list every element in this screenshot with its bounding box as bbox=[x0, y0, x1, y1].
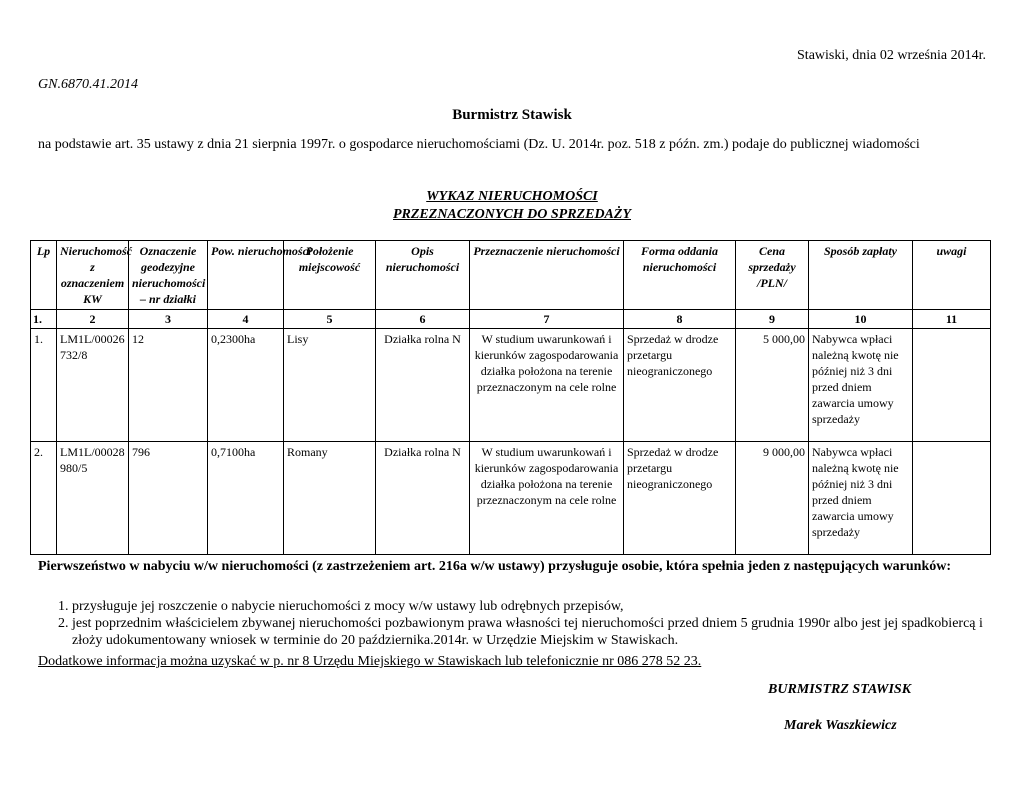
cell-polozenie: Lisy bbox=[284, 329, 376, 442]
header-lp: Lp bbox=[31, 241, 57, 310]
header-zaplata: Sposób zapłaty bbox=[809, 241, 913, 310]
document-date: Stawiski, dnia 02 września 2014r. bbox=[797, 48, 986, 63]
cell-opis: Działka rolna N bbox=[376, 442, 470, 555]
table-header-row bbox=[31, 241, 991, 310]
column-number: 4 bbox=[208, 310, 284, 329]
property-table bbox=[30, 240, 991, 555]
cell-dzialka: 12 bbox=[129, 329, 208, 442]
cell-dzialka: 796 bbox=[129, 442, 208, 555]
intro-paragraph: na podstawie art. 35 ustawy z dnia 21 sierpnia 1997r. o gospodarce nieruchomościami (Dz. U. 2014r. poz. 518 z późn. zm.) podaje do publicznej wiadomości bbox=[38, 137, 920, 152]
document-reference: GN.6870.41.2014 bbox=[38, 77, 138, 92]
cell-pow: 0,7100ha bbox=[208, 442, 284, 555]
column-number-row bbox=[31, 310, 991, 329]
list-item: 2. jest poprzednim właścicielem zbywanej nieruchomości pozbawionym prawa własności tej nieruchomości przed dniem 5 grudnia 1990r albo jest jej spadkobiercą i złoży udokumentowany wniosek w terminie do 20 października.2014r. w Urzędzie Miejskim w Stawiskach. bbox=[72, 615, 993, 649]
priority-paragraph: Pierwszeństwo w nabyciu w/w nieruchomości (z zastrzeżeniem art. 216a w/w ustawy) przysługuje osobie, która spełnia jeden z następujących warunków: bbox=[38, 559, 952, 574]
column-number: 8 bbox=[624, 310, 736, 329]
header-przeznaczenie: Przeznaczenie nieruchomości bbox=[470, 241, 624, 310]
wykaz-title bbox=[0, 188, 1024, 224]
cell-zaplata: Nabywca wpłaci należną kwotę nie później niż 3 dni przed dniem zawarcia umowy sprzedaży bbox=[809, 329, 913, 442]
cell-cena: 5 000,00 bbox=[736, 329, 809, 442]
signature-title: BURMISTRZ STAWISK bbox=[768, 682, 912, 697]
cell-lp: 1. bbox=[31, 329, 57, 442]
cell-forma: Sprzedaż w drodze przetargu nieograniczonego bbox=[624, 329, 736, 442]
header-dzialka: Oznaczenie geodezyjne nieruchomości – nr działki bbox=[129, 241, 208, 310]
issuing-authority: Burmistrz Stawisk bbox=[452, 107, 572, 123]
cell-polozenie: Romany bbox=[284, 442, 376, 555]
cell-kw: LM1L/00026732/8 bbox=[57, 329, 129, 442]
cell-forma: Sprzedaż w drodze przetargu nieograniczonego bbox=[624, 442, 736, 555]
table-row bbox=[31, 442, 991, 555]
cell-cena: 9 000,00 bbox=[736, 442, 809, 555]
cell-lp: 2. bbox=[31, 442, 57, 555]
wykaz-title-line2: PRZEZNACZONYCH DO SPRZEDAŻY bbox=[392, 207, 631, 222]
cell-uwagi bbox=[913, 329, 991, 442]
header-uwagi: uwagi bbox=[913, 241, 991, 310]
cell-uwagi bbox=[913, 442, 991, 555]
table-row bbox=[31, 329, 991, 442]
column-number: 11 bbox=[913, 310, 991, 329]
conditions-list bbox=[38, 598, 993, 649]
column-number: 2 bbox=[57, 310, 129, 329]
column-number: 9 bbox=[736, 310, 809, 329]
header-kw: Nieruchomość z oznaczeniem KW bbox=[57, 241, 129, 310]
header-opis: Opis nieruchomości bbox=[376, 241, 470, 310]
list-item: 1. przysługuje jej roszczenie o nabycie nieruchomości z mocy w/w ustawy lub odrębnych przepisów, bbox=[72, 598, 993, 615]
header-pow: Pow. nieruchomości bbox=[208, 241, 284, 310]
header-polozenie: Położenie miejscowość bbox=[284, 241, 376, 310]
column-number: 3 bbox=[129, 310, 208, 329]
column-number: 6 bbox=[376, 310, 470, 329]
cell-przeznaczenie: W studium uwarunkowań i kierunków zagospodarowania działka położona na terenie przeznaczonym na cele rolne bbox=[470, 329, 624, 442]
header-forma: Forma oddania nieruchomości bbox=[624, 241, 736, 310]
column-number: 10 bbox=[809, 310, 913, 329]
column-number: 5 bbox=[284, 310, 376, 329]
cell-pow: 0,2300ha bbox=[208, 329, 284, 442]
cell-zaplata: Nabywca wpłaci należną kwotę nie później niż 3 dni przed dniem zawarcia umowy sprzedaży bbox=[809, 442, 913, 555]
signature-name: Marek Waszkiewicz bbox=[784, 718, 897, 733]
column-number: 7 bbox=[470, 310, 624, 329]
cell-przeznaczenie: W studium uwarunkowań i kierunków zagospodarowania działka położona na terenie przeznaczonym na cele rolne bbox=[470, 442, 624, 555]
column-number: 1. bbox=[31, 310, 57, 329]
header-cena: Cena sprzedaży /PLN/ bbox=[736, 241, 809, 310]
wykaz-title-line1: WYKAZ NIERUCHOMOŚCI bbox=[426, 189, 598, 204]
contact-info: Dodatkowe informacja można uzyskać w p. nr 8 Urzędu Miejskiego w Stawiskach lub telefonicznie nr 086 278 52 23. bbox=[38, 654, 702, 669]
cell-opis: Działka rolna N bbox=[376, 329, 470, 442]
cell-kw: LM1L/00028980/5 bbox=[57, 442, 129, 555]
